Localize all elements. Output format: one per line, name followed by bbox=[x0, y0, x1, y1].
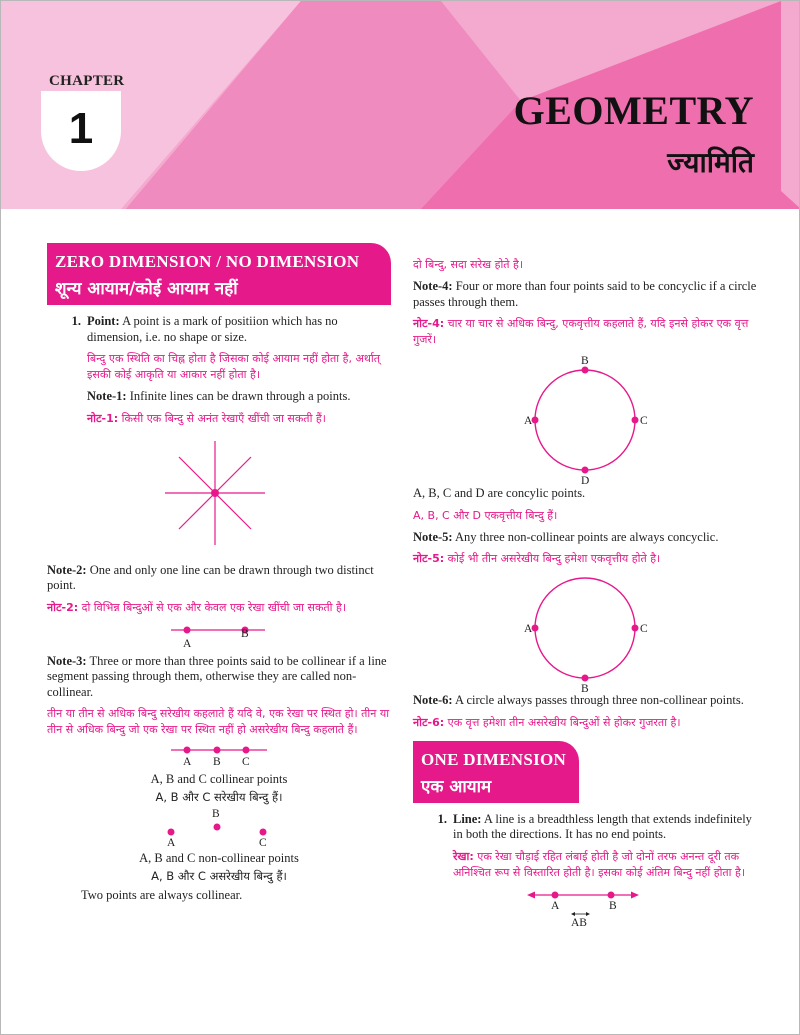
two-points-figure bbox=[47, 622, 391, 654]
note-1-hi bbox=[87, 411, 391, 427]
note-label-hi: नोट-1: bbox=[87, 411, 119, 425]
point-definition bbox=[47, 314, 391, 433]
note-label: Note-1: bbox=[87, 389, 127, 403]
concyclic-four-figure bbox=[413, 354, 759, 486]
note-1-en bbox=[87, 389, 391, 405]
chapter-title-hi: ज्यामिति bbox=[667, 146, 754, 179]
line-definition-en bbox=[453, 812, 759, 843]
section-heading-zero-dimension bbox=[47, 243, 391, 305]
term-text: A point is a mark of positiion which has no dimension, i.e. no shape or size. bbox=[87, 314, 338, 344]
line-definition bbox=[413, 812, 759, 887]
section-title-hi: एक आयाम bbox=[421, 776, 492, 797]
note-text: A circle always passes through three non-collinear points. bbox=[455, 693, 744, 707]
label-a: A bbox=[524, 415, 533, 427]
term-text-hi: एक रेखा चौड़ाई रहित लंबाई होती है जो दोनों तरफ अनन्त दूरी तक अनिश्चित रूप से विस्तारित होती है। इसका कोई अंतिम बिन्दु नहीं होता है। bbox=[453, 849, 746, 879]
note-2-hi bbox=[47, 600, 391, 616]
note-text-hi: किसी एक बिन्दु से अनंत रेखाएँ खींची जा सकती हैं। bbox=[121, 411, 326, 425]
note-text: Infinite lines can be drawn through a points. bbox=[129, 389, 351, 403]
chapter-number: 1 bbox=[68, 104, 94, 153]
note-6-hi bbox=[413, 715, 759, 731]
collinear-caption-hi: A, B और C सरेखीय बिन्दु हैं। bbox=[155, 789, 283, 804]
item-number: 1. bbox=[437, 811, 447, 826]
point-definition-en bbox=[87, 314, 391, 345]
note-label: Note-5: bbox=[413, 529, 453, 544]
left-column bbox=[47, 243, 391, 910]
label-b: B bbox=[581, 355, 589, 367]
label-a: A bbox=[183, 637, 192, 650]
note-label: Note-2: bbox=[47, 562, 87, 577]
note-label: Note-3: bbox=[47, 653, 87, 668]
collinear-caption-en: A, B and C collinear points bbox=[150, 772, 288, 786]
label-a: A bbox=[524, 623, 533, 635]
line-notation: AB bbox=[571, 916, 587, 927]
note-label-hi: नोट-2: bbox=[47, 600, 79, 614]
collinear-figure bbox=[47, 744, 391, 770]
note-text: Any three non-collinear points are always concyclic. bbox=[455, 529, 719, 544]
label-b: B bbox=[212, 809, 220, 820]
label-a: A bbox=[183, 756, 192, 768]
note-text-hi: दो विभिन्न बिन्दुओं से एक और केवल एक रेखा खींची जा सकती है। bbox=[81, 600, 347, 614]
concyclic-statement-en: A, B, C and D are concylic points. bbox=[413, 486, 586, 500]
note-text: One and only one line can be drawn through two distinct point. bbox=[47, 562, 374, 592]
infinite-lines-figure bbox=[47, 433, 391, 553]
note-text: Four or more than four points said to be concyclic if a circle passes through them. bbox=[413, 279, 757, 309]
label-b: B bbox=[241, 627, 249, 640]
term-label-hi: रेखा: bbox=[453, 849, 474, 863]
note-label: Note-6: bbox=[413, 693, 453, 707]
note-3-en bbox=[47, 654, 391, 701]
label-a: A bbox=[551, 899, 560, 912]
concyclic-statement-hi: A, B, C और D एकवृत्तीय बिन्दु हैं। bbox=[413, 508, 558, 522]
section-heading-one-dimension bbox=[413, 741, 579, 803]
note-5-hi bbox=[413, 551, 759, 567]
note-text-hi: कोई भी तीन असरेखीय बिन्दु हमेशा एकवृत्तीय होते है। bbox=[447, 552, 661, 565]
note-2-en bbox=[47, 563, 391, 594]
chapter-title-en: GEOMETRY bbox=[513, 88, 754, 133]
section-title-en: ZERO DIMENSION / NO DIMENSION bbox=[55, 252, 360, 271]
label-b: B bbox=[213, 756, 221, 768]
note-label-hi: नोट-6: bbox=[413, 715, 445, 729]
item-number: 1. bbox=[71, 314, 81, 328]
label-c: C bbox=[242, 756, 250, 768]
note-label-hi: नोट-5: bbox=[413, 552, 445, 565]
closing-statement: Two points are always collinear. bbox=[81, 888, 243, 902]
non-collinear-caption-en: A, B and C non-collinear points bbox=[139, 851, 299, 865]
right-column bbox=[413, 257, 759, 927]
note-text-hi: चार या चार से अधिक बिन्दु, एकवृत्तीय कहलाते हैं, यदि इनसे होकर एक वृत्त गुजरें। bbox=[413, 317, 749, 346]
term-text: A line is a breadthless length that extends indefinitely in both the directions. It has no end points. bbox=[453, 811, 752, 841]
label-c: C bbox=[640, 623, 648, 635]
note-text-hi: एक वृत्त हमेशा तीन असरेखीय बिन्दुओं से होकर गुजरता है। bbox=[447, 715, 681, 729]
note-6-en bbox=[413, 693, 759, 709]
two-points-collinear-hi: दो बिन्दु, सदा सरेख होते है। bbox=[413, 258, 524, 271]
note-4-hi bbox=[413, 316, 759, 348]
non-collinear-figure bbox=[47, 809, 391, 849]
note-3-hi: तीन या तीन से अधिक बिन्दु सरेखीय कहलाते हैं यदि वे, एक रेखा पर स्थित हो। तीन या तीन से अधिक बिन्दु जो एक रेखा पर स्थित नहीं हो असरेखीय बिन्दु कहलाते हैं। bbox=[47, 707, 390, 736]
chapter-label: CHAPTER bbox=[49, 73, 125, 89]
line-figure bbox=[413, 887, 759, 927]
non-collinear-caption-hi: A, B और C असरेखीय बिन्दु हैं। bbox=[151, 868, 287, 883]
label-a: A bbox=[167, 837, 176, 849]
note-label-hi: नोट-4: bbox=[413, 317, 445, 330]
section-title-en: ONE DIMENSION bbox=[421, 749, 567, 769]
note-5-en bbox=[413, 530, 759, 546]
section-title-hi: शून्य आयाम/कोई आयाम नहीं bbox=[55, 279, 238, 299]
label-b: B bbox=[581, 683, 589, 693]
concyclic-three-figure bbox=[413, 573, 759, 693]
label-b: B bbox=[609, 899, 617, 912]
term-label: Point: bbox=[87, 314, 120, 328]
label-d: D bbox=[581, 475, 590, 486]
term-label: Line: bbox=[453, 811, 482, 826]
point-definition-hi: बिन्दु एक स्थिति का चिह्न होता है जिसका कोई आयाम नहीं होता है, अर्थात् इसकी कोई आकृति या आकार नहीं होता है। bbox=[87, 352, 381, 381]
note-label: Note-4: bbox=[413, 279, 453, 293]
line-definition-hi bbox=[453, 849, 759, 881]
label-c: C bbox=[640, 415, 648, 427]
note-4-en bbox=[413, 279, 759, 310]
label-c: C bbox=[259, 837, 267, 849]
note-text: Three or more than three points said to be collinear if a line segment passing through them, otherwise they are called non-collinear. bbox=[47, 653, 387, 699]
